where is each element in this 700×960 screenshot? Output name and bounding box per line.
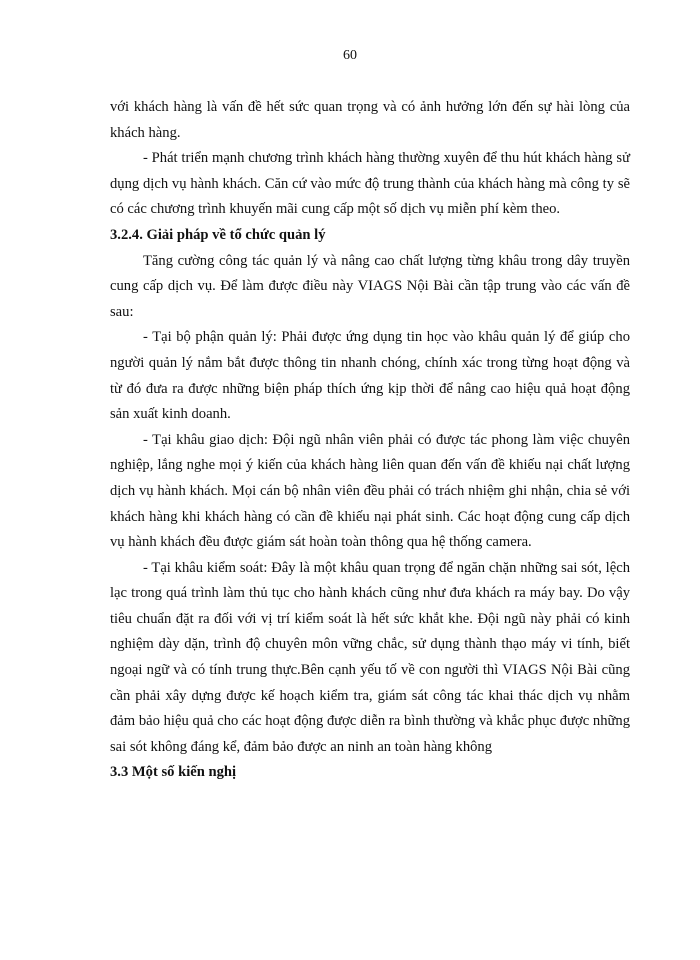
section-heading-3-3: 3.3 Một số kiến nghị bbox=[110, 764, 237, 781]
paragraph-loyalty-program: - Phát triển mạnh chương trình khách hàng thường xuyên để thu hút khách hàng sử dụng dịch vụ hành khách. Căn cứ vào mức độ trung thành của khách hàng mà công ty sẽ có các chương trình khuyến mãi cung cấp một số dịch vụ miễn phí kèm theo. bbox=[110, 150, 630, 218]
paragraph-transaction-stage: - Tại khâu giao dịch: Đội ngũ nhân viên phải có được tác phong làm việc chuyên nghiệp, lắng nghe mọi ý kiến của khách hàng liên quan đến vấn đề khiếu nại chất lượng dịch vụ hành khách. Mọi cán bộ nhân viên đều phải có trách nhiệm ghi nhận, chia sẻ với khách hàng khi khách hàng có cần đề khiếu nại phát sinh. Các hoạt động cung cấp dịch vụ hành khách đều được giám sát hoàn toàn thông qua hệ thống camera. bbox=[110, 431, 630, 551]
paragraph-management-dept: - Tại bộ phận quản lý: Phải được ứng dụng tin học vào khâu quản lý để giúp cho người quản lý nắm bắt được thông tin nhanh chóng, chính xác trong từng hoạt động và từ đó đưa ra được những biện pháp thích ứng kịp thời để nâng cao hiệu quả hoạt động sản xuất kinh doanh. bbox=[110, 329, 630, 423]
paragraph-continuation: với khách hàng là vấn đề hết sức quan trọng và có ảnh hưởng lớn đến sự hài lòng của khách hàng. bbox=[110, 99, 630, 141]
paragraph-management-intro: Tăng cường công tác quản lý và nâng cao chất lượng từng khâu trong dây truyền cung cấp dịch vụ. Để làm được điều này VIAGS Nội Bài cần tập trung vào các vấn đề sau: bbox=[110, 252, 630, 320]
section-heading-3-2-4: 3.2.4. Giải pháp về tổ chức quản lý bbox=[110, 226, 326, 243]
paragraph-control-stage: - Tại khâu kiểm soát: Đây là một khâu quan trọng để ngăn chặn những sai sót, lệch lạc trong quá trình làm thủ tục cho hành khách cũng như đưa khách ra máy bay. Do vậy tiêu chuẩn đặt ra đối với vị trí kiểm soát là hết sức khắt khe. Đội ngũ này phải có kinh nghiệm dày dặn, trình độ chuyên môn vững chắc, sử dụng thành thạo máy vi tính, biết ngoại ngữ và có tính trung thực.Bên cạnh yếu tố về con người thì VIAGS Nội Bài cũng cần phải xây dựng được kế hoạch kiểm tra, giám sát công tác khai thác dịch vụ nhằm đảm bảo hiệu quả cho các hoạt động được diễn ra bình thường và khắc phục được những sai sót không đáng kể, đảm bảo được an ninh an toàn hàng không bbox=[110, 559, 630, 755]
page-content bbox=[110, 95, 630, 786]
page-number: 60 bbox=[343, 48, 357, 63]
